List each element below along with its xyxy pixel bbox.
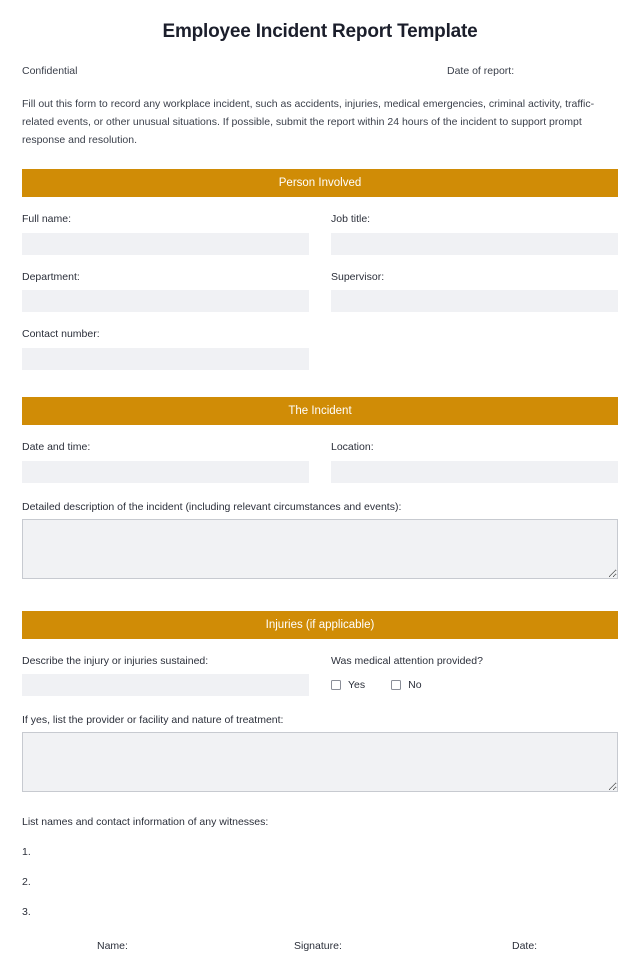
location-input[interactable] bbox=[331, 461, 618, 483]
incident-description-textarea[interactable] bbox=[22, 519, 618, 579]
intro-paragraph: Fill out this form to record any workplace incident, such as accidents, injuries, medical emergencies, criminal activity, traffic-related events, or other unusual situations. If possible, submit the report within 24 hours of the incident to support prompt response and resolution. bbox=[22, 97, 595, 146]
checkbox-no-label: No bbox=[408, 679, 422, 692]
page-title: Employee Incident Report Template bbox=[162, 21, 478, 42]
medical-attention-options bbox=[331, 674, 618, 696]
witnesses-heading: List names and contact information of any witnesses: bbox=[22, 816, 269, 829]
incident-description-label-main: Detailed description of the incident bbox=[22, 500, 183, 513]
section-header-injuries: Injuries (if applicable) bbox=[22, 611, 618, 639]
field-label-date-and-time: Date and time: bbox=[22, 440, 91, 453]
field-department bbox=[22, 271, 309, 313]
checkbox-no-icon[interactable] bbox=[391, 680, 401, 690]
signature-date-label: Date: bbox=[512, 940, 538, 953]
field-label-contact-number: Contact number: bbox=[22, 328, 100, 341]
supervisor-input[interactable] bbox=[331, 290, 618, 312]
contact-number-input[interactable] bbox=[22, 348, 309, 370]
field-label-incident-description bbox=[22, 501, 618, 513]
person-row-1 bbox=[22, 213, 618, 255]
field-date-and-time bbox=[22, 441, 309, 483]
field-medical-attention bbox=[331, 655, 618, 697]
department-input[interactable] bbox=[22, 290, 309, 312]
checkbox-yes-label: Yes bbox=[348, 679, 366, 692]
date-of-report-label: Date of report: bbox=[447, 64, 515, 77]
checkbox-yes-icon[interactable] bbox=[331, 680, 341, 690]
provider-treatment-textarea[interactable] bbox=[22, 732, 618, 792]
field-label-location: Location: bbox=[331, 440, 374, 453]
field-label-job-title: Job title: bbox=[331, 212, 371, 225]
signature-row bbox=[22, 940, 618, 960]
field-job-title bbox=[331, 213, 618, 255]
field-label-medical-attention: Was medical attention provided? bbox=[331, 654, 483, 667]
field-describe-injury bbox=[22, 655, 309, 697]
field-full-name bbox=[22, 213, 309, 255]
injuries-row-1 bbox=[22, 655, 618, 697]
witness-item-1[interactable]: 1. bbox=[22, 846, 31, 859]
field-label-full-name: Full name: bbox=[22, 212, 72, 225]
checkbox-option-no[interactable] bbox=[391, 679, 421, 691]
checkbox-option-yes[interactable] bbox=[331, 679, 365, 691]
person-row-2 bbox=[22, 271, 618, 313]
incident-row-1 bbox=[22, 441, 618, 483]
confidential-label: Confidential bbox=[22, 64, 78, 77]
incident-description-label-muted: (including relevant circumstances and events): bbox=[185, 500, 402, 513]
job-title-input[interactable] bbox=[331, 233, 618, 255]
describe-injury-input[interactable] bbox=[22, 674, 309, 696]
full-name-input[interactable] bbox=[22, 233, 309, 255]
meta-row bbox=[22, 65, 618, 77]
field-label-describe-injury: Describe the injury or injuries sustained: bbox=[22, 654, 209, 667]
section-header-the-incident: The Incident bbox=[22, 397, 618, 425]
witness-item-3[interactable]: 3. bbox=[22, 906, 31, 919]
person-row-3 bbox=[22, 328, 618, 370]
date-and-time-input[interactable] bbox=[22, 461, 309, 483]
field-label-provider: If yes, list the provider or facility and nature of treatment: bbox=[22, 714, 284, 727]
signature-signature-label: Signature: bbox=[294, 940, 342, 953]
field-contact-number bbox=[22, 328, 309, 370]
field-label-supervisor: Supervisor: bbox=[331, 270, 385, 283]
witness-item-2[interactable]: 2. bbox=[22, 876, 31, 889]
section-header-person-involved: Person Involved bbox=[22, 169, 618, 197]
field-supervisor bbox=[331, 271, 618, 313]
field-spacer bbox=[331, 328, 618, 370]
signature-name-label: Name: bbox=[97, 940, 128, 953]
field-location bbox=[331, 441, 618, 483]
field-label-department: Department: bbox=[22, 270, 80, 283]
